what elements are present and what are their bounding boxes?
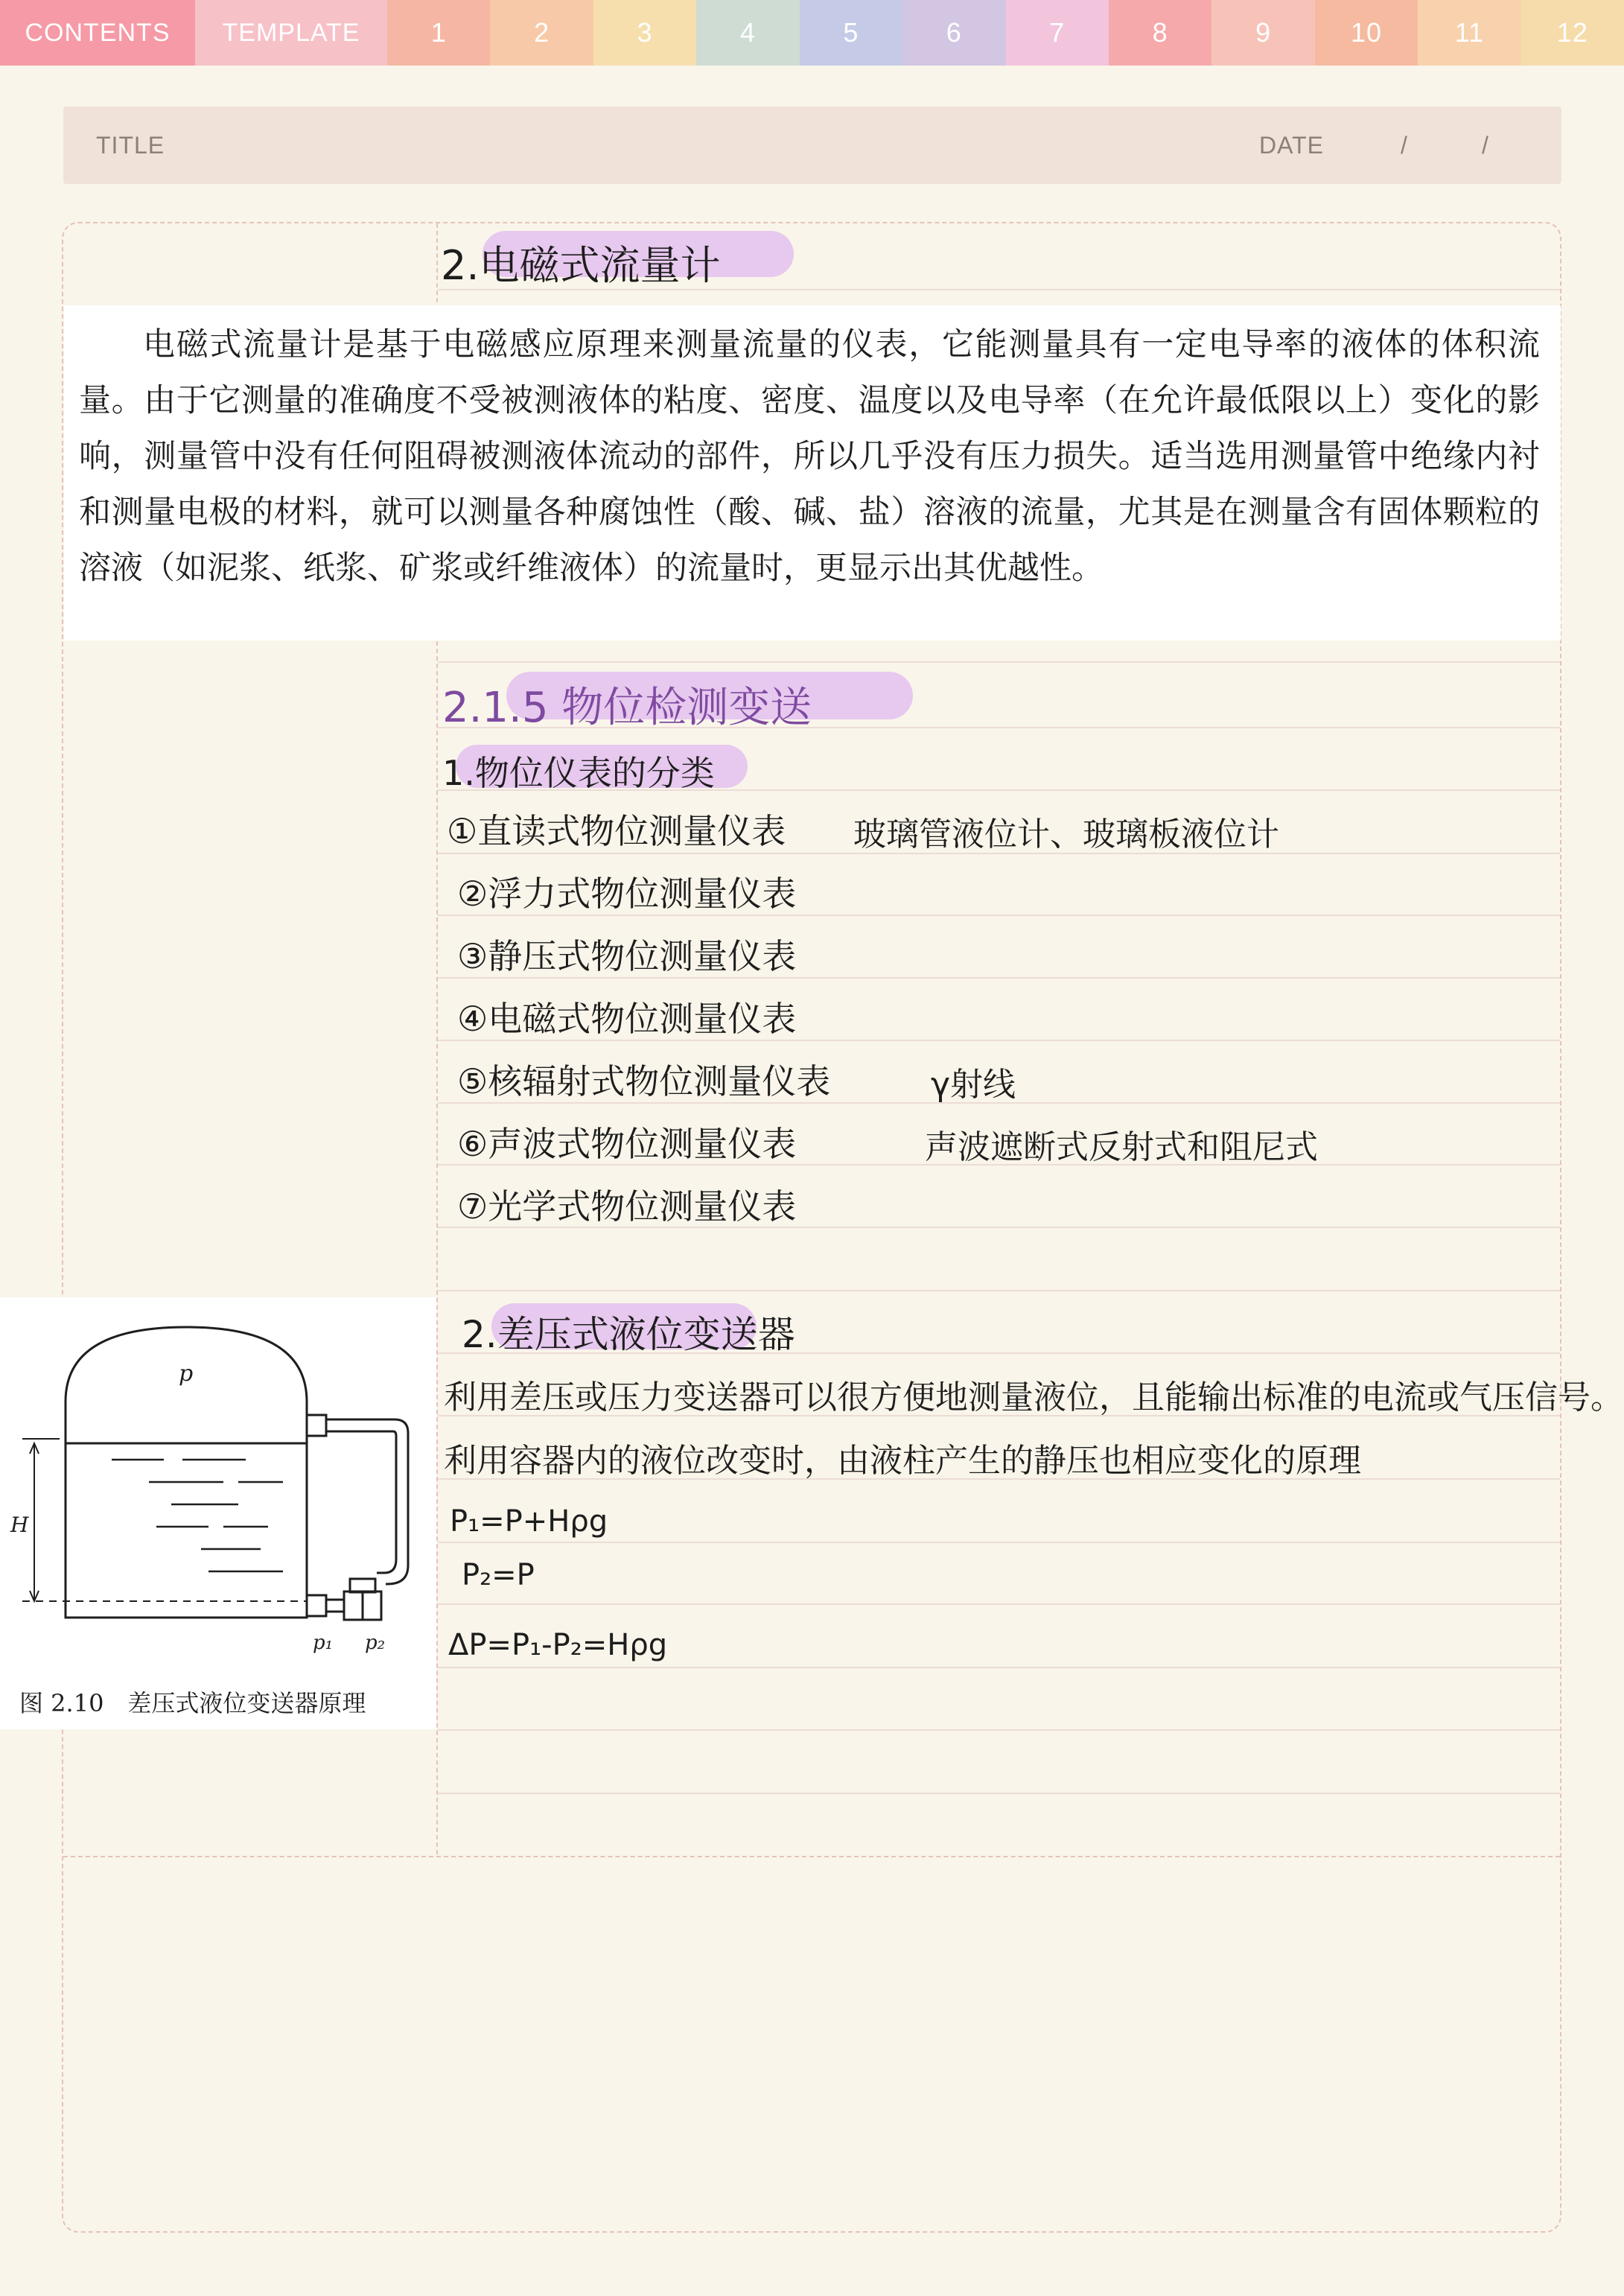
tab-4[interactable]: 4 — [696, 0, 799, 66]
figure-label-h: H — [10, 1513, 29, 1537]
section-heading-dp: 2.差压式液位变送器 — [462, 1313, 795, 1356]
dp-level-transmitter-diagram — [0, 1297, 436, 1685]
list-item: ②浮力式物位测量仪表 — [457, 874, 797, 914]
subheading-classification: 1.物位仪表的分类 — [442, 753, 715, 793]
tab-10[interactable]: 10 — [1315, 0, 1418, 66]
ruled-line — [438, 1542, 1560, 1543]
ruled-line — [438, 661, 1560, 663]
ruled-line — [438, 1603, 1560, 1605]
tab-5[interactable]: 5 — [800, 0, 902, 66]
tab-template[interactable]: TEMPLATE — [195, 0, 387, 66]
tab-3[interactable]: 3 — [593, 0, 696, 66]
section-heading-level: 2.1.5 物位检测变送 — [442, 684, 812, 732]
dp-text-line2: 利用容器内的液位改变时，由液柱产生的静压也相应变化的原理 — [444, 1442, 1361, 1480]
tab-bar — [0, 0, 1624, 66]
list-item-note: 玻璃管液位计、玻璃板液位计 — [853, 815, 1279, 853]
equation-p1: P₁=P+Hρg — [450, 1504, 608, 1539]
section-heading-emf: 2.电磁式流量计 — [441, 242, 721, 289]
figure-label-p2: p₂ — [365, 1632, 386, 1654]
list-item: ⑥声波式物位测量仪表 — [457, 1124, 797, 1164]
tab-8[interactable]: 8 — [1109, 0, 1211, 66]
ruled-line — [438, 1793, 1560, 1794]
tab-12[interactable]: 12 — [1521, 0, 1624, 66]
tab-6[interactable]: 6 — [902, 0, 1005, 66]
title-label: TITLE — [96, 132, 165, 159]
ruled-line — [438, 1290, 1560, 1291]
page-header — [63, 106, 1561, 184]
tab-contents[interactable]: CONTENTS — [0, 0, 195, 66]
figure-label-p: p — [179, 1361, 194, 1387]
ruled-line — [438, 1729, 1560, 1731]
tab-2[interactable]: 2 — [490, 0, 593, 66]
tab-9[interactable]: 9 — [1211, 0, 1314, 66]
list-item-note: γ射线 — [931, 1066, 1016, 1104]
date-separator: / — [1482, 132, 1489, 159]
tab-1[interactable]: 1 — [387, 0, 490, 66]
list-item-note: 声波遮断式反射式和阻尼式 — [925, 1128, 1318, 1166]
dp-text-line1: 利用差压或压力变送器可以很方便地测量液位，且能输出标准的电流或气压信号。 — [444, 1378, 1623, 1416]
tab-11[interactable]: 11 — [1418, 0, 1520, 66]
date-separator: / — [1401, 132, 1408, 159]
figure-label-p1: p₁ — [313, 1632, 334, 1654]
equation-delta-p: ΔP=P₁-P₂=Hρg — [448, 1628, 668, 1662]
tab-7[interactable]: 7 — [1006, 0, 1109, 66]
summary-divider — [63, 1856, 1560, 1857]
figure-caption: 图 2.10 差压式液位变送器原理 — [19, 1689, 366, 1717]
list-item: ①直读式物位测量仪表 — [447, 811, 786, 851]
list-item: ④电磁式物位测量仪表 — [457, 999, 797, 1039]
equation-p2: P₂=P — [462, 1558, 535, 1592]
printed-paragraph: 电磁式流量计是基于电磁感应原理来测量流量的仪表，它能测量具有一定电导率的液体的体积流量。由于它测量的准确度不受被测液体的粘度、密度、温度以及电导率（在允许最低限以上）变化的影响，测量管中没有任何阻碍被测液体流动的部件，所以几乎没有压力损失。适当选用测量管中绝缘内衬和测量电极的材料，就可以测量各种腐蚀性（酸、碱、盐）溶液的流量，尤其是在测量含有固体颗粒的溶液（如泥浆、纸浆、矿浆或纤维液体）的流量时，更显示出其优越性。 — [64, 305, 1561, 640]
ruled-line — [438, 1667, 1560, 1668]
list-item: ③静压式物位测量仪表 — [457, 936, 797, 976]
figure-image — [0, 1297, 436, 1729]
date-label: DATE — [1259, 132, 1324, 159]
list-item: ⑤核辐射式物位测量仪表 — [457, 1061, 831, 1101]
list-item: ⑦光学式物位测量仪表 — [457, 1186, 797, 1227]
